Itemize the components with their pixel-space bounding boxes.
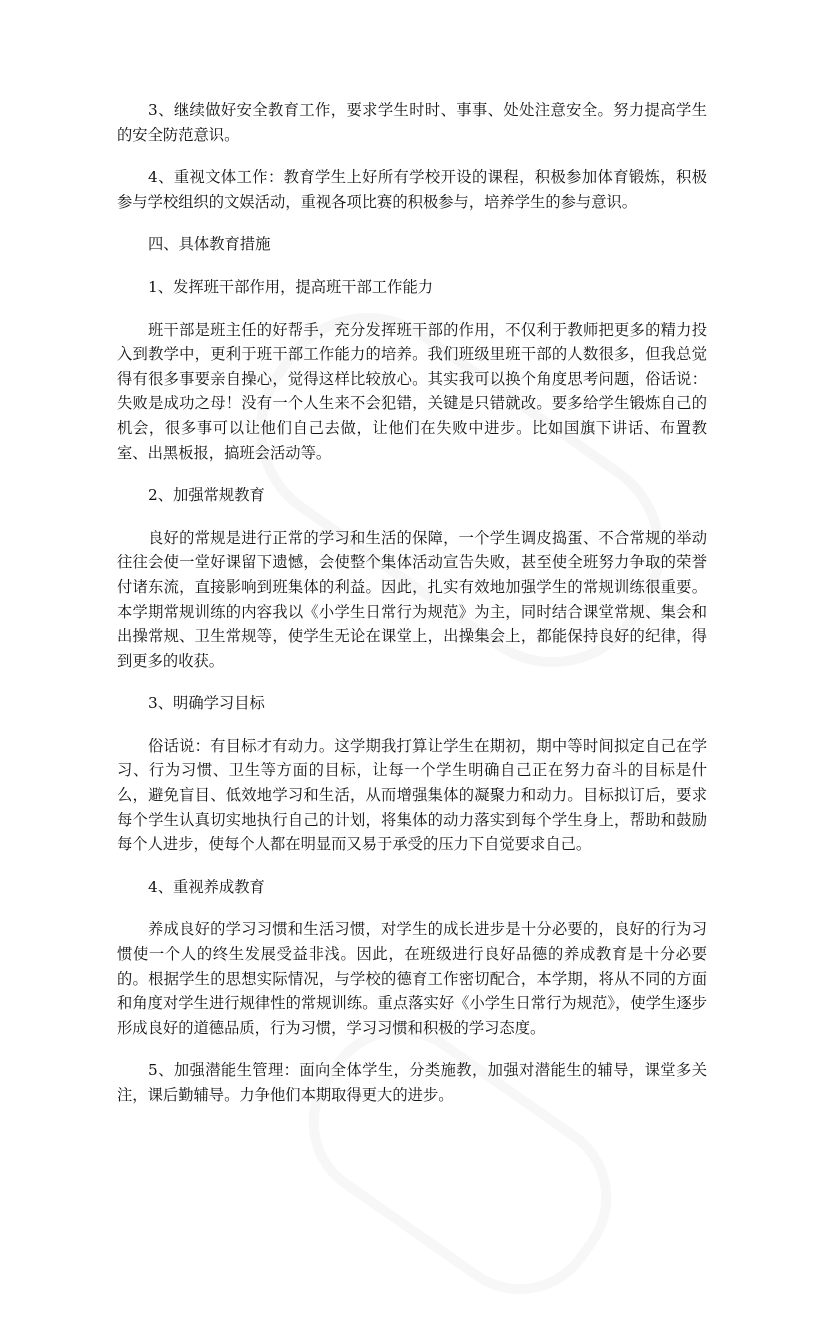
measure-1-body: 班干部是班主任的好帮手，充分发挥班干部的作用，不仅利于教师把更多的精力投入到教学中，更利于班干部工作能力的培养。我们班级里班干部的人数很多，但我总觉得有很多事要亲自操心，觉得这样比较放心。其实我可以换个角度思考问题，俗话说：失败是成功之母！没有一个人生来不会犯错，关键是只错就改。要多给学生锻炼自己的机会，很多事可以让他们自己去做，让他们在失败中进步。比如国旗下讲话、布置教室、出黑板报，搞班会活动等。 — [117, 320, 707, 462]
safety-education-item: 3、继续做好安全教育工作，要求学生时时、事事、处处注意安全。努力提高学生的安全防范意识。 — [117, 101, 707, 144]
document-body — [117, 98, 707, 1126]
culture-sports-item: 4、重视文体工作：教育学生上好所有学校开设的课程，积极参加体育锻炼，积极参与学校组织的文娱活动，重视各项比赛的积极参与，培养学生的参与意识。 — [117, 168, 707, 211]
measure-4-heading: 4、重视养成教育 — [148, 877, 265, 896]
measure-4-body: 养成良好的学习习惯和生活习惯，对学生的成长进步是十分必要的，良好的行为习惯使一个人的终生发展受益非浅。因此，在班级进行良好品德的养成教育是十分必要的。根据学生的思想实际情况，与学校的德育工作密切配合，本学期，将从不同的方面和角度对学生进行规律性的常规训练。重点落实好《小学生日常行为规范》，使学生逐步形成良好的道德品质，行为习惯，学习习惯和积极的学习态度。 — [117, 920, 707, 1037]
section-four-heading: 四、具体教育措施 — [148, 235, 271, 254]
measure-2-body: 良好的常规是进行正常的学习和生活的保障，一个学生调皮捣蛋、不合常规的举动往往会使一堂好课留下遗憾，会使整个集体活动宣告失败，甚至使全班努力争取的荣誉付诸东流，直接影响到班集体的利益。因此，扎实有效地加强学生的常规训练很重要。本学期常规训练的内容我以《小学生日常行为规范》为主，同时结合课堂常规、集会和出操常规、卫生常规等，使学生无论在课堂上，出操集会上，都能保持良好的纪律，得到更多的收获。 — [117, 528, 707, 670]
measure-1-heading: 1、发挥班干部作用，提高班干部工作能力 — [148, 277, 434, 296]
measure-5-item: 5、加强潜能生管理：面向全体学生，分类施教，加强对潜能生的辅导，课堂多关注，课后勤辅导。力争他们本期取得更大的进步。 — [117, 1061, 707, 1104]
measure-3-body: 俗话说：有目标才有动力。这学期我打算让学生在期初，期中等时间拟定自己在学习、行为习惯、卫生等方面的目标，让每一个学生明确自己正在努力奋斗的目标是什么，避免盲目、低效地学习和生活，从而增强集体的凝聚力和动力。目标拟订后，要求每个学生认真切实地执行自己的计划，将集体的动力落实到每个学生身上，帮助和鼓励每个人进步，使每个人都在明显而又易于承受的压力下自觉要求自己。 — [117, 736, 707, 854]
measure-2-heading: 2、加强常规教育 — [148, 486, 265, 505]
measure-3-heading: 3、明确学习目标 — [148, 694, 265, 713]
